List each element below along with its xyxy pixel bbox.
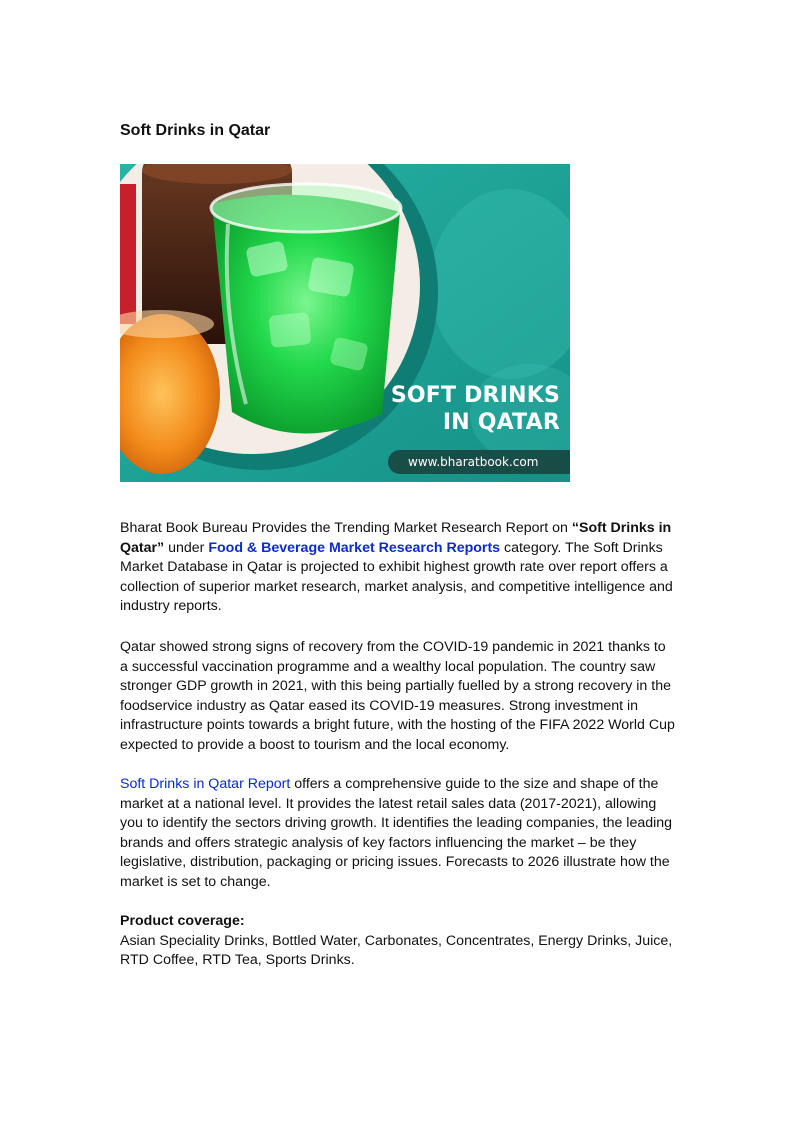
report-link[interactable]: Soft Drinks in Qatar Report <box>120 776 291 792</box>
category-link[interactable]: Food & Beverage Market Research Reports <box>208 539 501 556</box>
recovery-paragraph: Qatar showed strong signs of recovery from the COVID-19 pandemic in 2021 thanks to a successful vaccination programme and a wealthy local population. The country saw stronger GDP growth in 2021, with this being partially fuelled by a strong recovery in the foodservice industry as Qatar eased its COVID-19 measures. Strong investment in infrastructure points towards a bright future, with the hosting of the FIFA 2022 World Cup expected to provide a boost to tourism and the local economy. <box>120 639 675 753</box>
banner-headline <box>391 382 560 436</box>
intro-text: Bharat Book Bureau Provides the Trending Market Research Report on <box>120 520 572 536</box>
report-paragraph <box>120 775 676 892</box>
product-coverage-list: Asian Speciality Drinks, Bottled Water, Carbonates, Concentrates, Energy Drinks, Juice, RTD Coffee, RTD Tea, Sports Drinks. <box>120 932 673 968</box>
intro-paragraph <box>120 519 676 617</box>
banner-headline-line2: IN QATAR <box>442 410 560 435</box>
page-title: Soft Drinks in Qatar <box>120 122 271 139</box>
intro-rest-text: category. The Soft Drinks Market Database in Qatar is projected to exhibit highest growth rate over report offers a collection of superior market research, market analysis, and competitive intelligence and industry reports. <box>120 539 673 614</box>
banner-headline-line1: SOFT DRINKS <box>390 383 560 408</box>
report-title-text: “Soft Drinks in Qatar” <box>120 520 672 556</box>
report-banner-image <box>120 164 570 482</box>
product-coverage-section <box>120 912 676 971</box>
under-text: under <box>164 539 209 556</box>
report-rest-text: offers a comprehensive guide to the size and shape of the market at a national level. It provides the latest retail sales data (2017-2021), allowing you to identify the sectors driving growth. It identifies the leading companies, the leading brands and offers strategic analysis of key factors influencing the market – be they legislative, distribution, packaging or pricing issues. Forecasts to 2026 illustrate how the market is set to change. <box>120 776 673 890</box>
banner-website: www.bharatbook.com <box>408 455 539 469</box>
product-coverage-heading: Product coverage: <box>120 913 245 929</box>
